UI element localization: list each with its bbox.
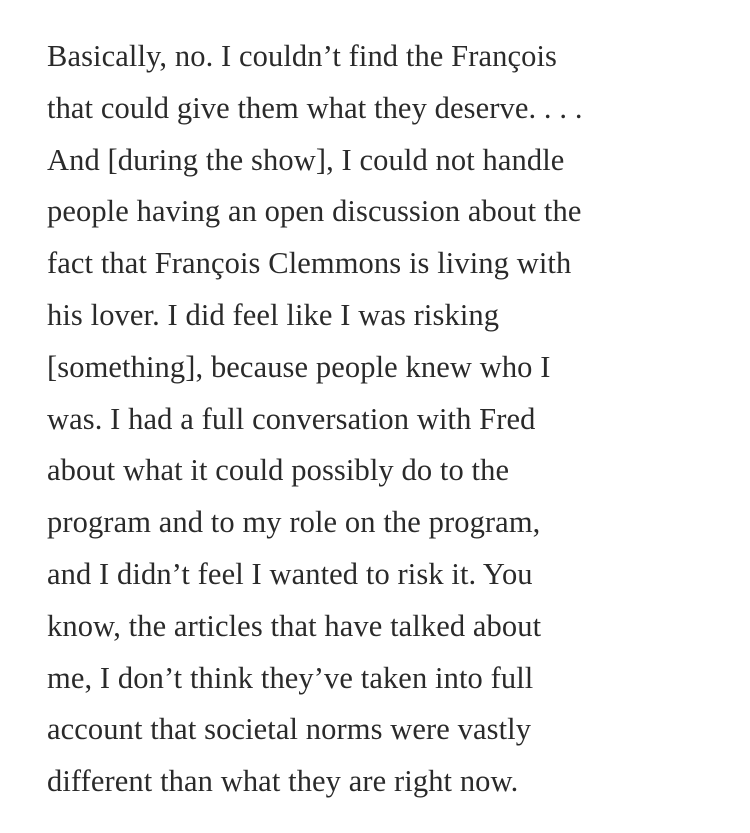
quote-line: people having an open discussion about the <box>47 194 582 229</box>
quote-line: Basically, no. I couldn’t find the François <box>47 39 557 73</box>
quote-line: program and to my role on the program, <box>47 505 541 540</box>
quote-line: me, I don’t think they’ve taken into full <box>47 660 534 695</box>
quote-paragraph <box>47 31 727 808</box>
quote-line: different than what they are right now. <box>47 764 519 799</box>
quote-line: his lover. I did feel like I was risking <box>47 297 500 332</box>
quote-line: know, the articles that have talked about <box>47 608 542 643</box>
quote-line: was. I had a full conversation with Fred <box>47 401 536 436</box>
quote-line: that could give them what they deserve. . . . <box>47 90 583 125</box>
quote-line: And [during the show], I could not handle <box>47 142 565 177</box>
quote-line: fact that François Clemmons is living with <box>47 246 572 281</box>
quote-line: and I didn’t feel I wanted to risk it. You <box>47 556 533 591</box>
quote-line: about what it could possibly do to the <box>47 453 510 488</box>
quote-line: account that societal norms were vastly <box>47 712 532 747</box>
quote-line: [something], because people knew who I <box>47 349 551 384</box>
